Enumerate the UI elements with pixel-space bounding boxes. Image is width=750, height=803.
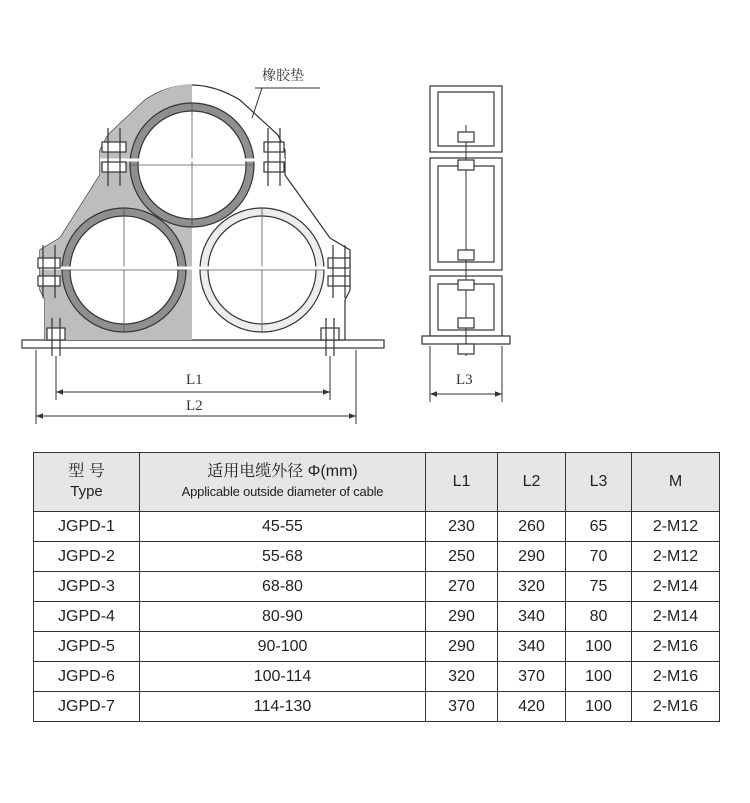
header-diameter-en: Applicable outside diameter of cable	[181, 484, 384, 499]
header-l2: L2	[498, 453, 566, 512]
cell-l2: 260	[498, 512, 566, 542]
spec-table	[33, 452, 720, 722]
cell-diameter: 100-114	[140, 662, 426, 692]
cell-l1: 250	[426, 542, 498, 572]
cell-l1: 290	[426, 632, 498, 662]
cell-diameter: 114-130	[140, 692, 426, 722]
rubber-pad-callout	[252, 67, 320, 118]
table-row	[34, 662, 720, 692]
cell-l2: 290	[498, 542, 566, 572]
cell-l3: 100	[566, 662, 632, 692]
header-l3: L3	[566, 453, 632, 512]
header-m: M	[632, 453, 720, 512]
cell-diameter: 90-100	[140, 632, 426, 662]
cell-type: JGPD-2	[34, 542, 140, 572]
l2-dimension-label: L2	[186, 398, 203, 414]
rubber-pad-label: 橡胶垫	[262, 68, 304, 84]
front-view	[22, 84, 384, 356]
cell-m: 2-M12	[632, 512, 720, 542]
cell-m: 2-M16	[632, 632, 720, 662]
cell-l3: 65	[566, 512, 632, 542]
l3-dimension-label: L3	[456, 372, 473, 388]
header-diameter	[140, 453, 426, 512]
cell-l3: 100	[566, 632, 632, 662]
table-row	[34, 692, 720, 722]
header-type	[34, 453, 140, 512]
table-row	[34, 632, 720, 662]
cell-l1: 270	[426, 572, 498, 602]
header-type-zh: 型 号	[68, 463, 105, 480]
table-row	[34, 512, 720, 542]
header-type-en: Type	[70, 483, 103, 500]
cell-m: 2-M16	[632, 692, 720, 722]
cell-l2: 340	[498, 602, 566, 632]
cell-m: 2-M14	[632, 602, 720, 632]
cell-l2: 370	[498, 662, 566, 692]
cell-l1: 320	[426, 662, 498, 692]
cell-l2: 340	[498, 632, 566, 662]
cell-m: 2-M14	[632, 572, 720, 602]
cell-type: JGPD-7	[34, 692, 140, 722]
header-diameter-zh: 适用电缆外径 Φ(mm)	[207, 463, 358, 480]
cell-diameter: 55-68	[140, 542, 426, 572]
cell-diameter: 80-90	[140, 602, 426, 632]
cell-l1: 370	[426, 692, 498, 722]
side-view	[422, 86, 510, 356]
l1-dimension-label: L1	[186, 372, 203, 388]
cell-m: 2-M12	[632, 542, 720, 572]
base-plate	[22, 340, 384, 348]
cell-type: JGPD-4	[34, 602, 140, 632]
cell-type: JGPD-1	[34, 512, 140, 542]
cell-l3: 70	[566, 542, 632, 572]
cell-l3: 100	[566, 692, 632, 722]
cell-m: 2-M16	[632, 662, 720, 692]
table-row	[34, 572, 720, 602]
table-row	[34, 602, 720, 632]
cell-l3: 75	[566, 572, 632, 602]
cell-type: JGPD-5	[34, 632, 140, 662]
cell-l2: 320	[498, 572, 566, 602]
cell-l1: 230	[426, 512, 498, 542]
cell-type: JGPD-6	[34, 662, 140, 692]
cell-type: JGPD-3	[34, 572, 140, 602]
header-l1: L1	[426, 453, 498, 512]
table-header-row	[34, 453, 720, 512]
cell-l3: 80	[566, 602, 632, 632]
cell-l2: 420	[498, 692, 566, 722]
cell-l1: 290	[426, 602, 498, 632]
cell-diameter: 45-55	[140, 512, 426, 542]
table-row	[34, 542, 720, 572]
cell-diameter: 68-80	[140, 572, 426, 602]
